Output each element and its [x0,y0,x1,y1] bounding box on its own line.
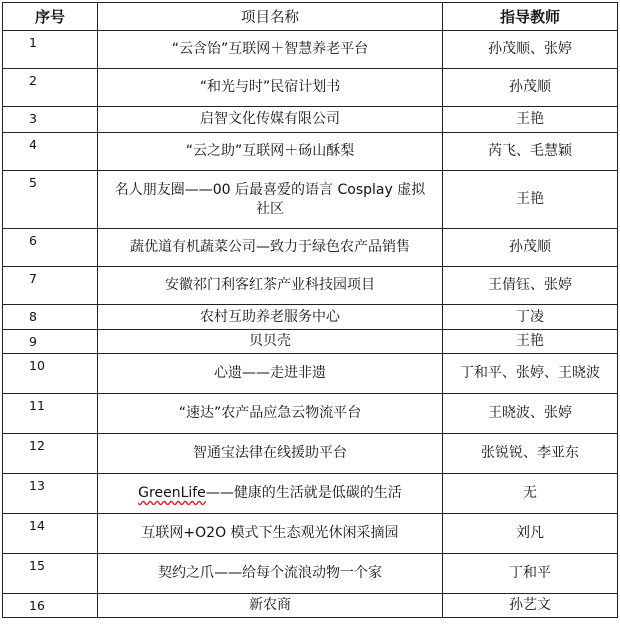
table-row [3,330,618,354]
spellcheck-underlined-word: GreenLife [138,485,206,501]
table-row [3,31,618,69]
row-teacher: 丁和平、张婷、王晓波 [443,354,618,394]
table-header-row [3,3,618,31]
table-row [3,107,618,133]
row-no: 14 [3,514,98,554]
row-no: 2 [3,69,98,107]
row-project-name: 契约之爪——给每个流浪动物一个家 [98,554,443,594]
table-row [3,474,618,514]
row-no: 3 [3,107,98,133]
row-project-name: 新农商 [98,594,443,618]
table-row [3,267,618,305]
row-teacher: 芮飞、毛慧颖 [443,133,618,171]
row-teacher: 刘凡 [443,514,618,554]
row-teacher: 丁凌 [443,305,618,330]
row-teacher: 孙茂顺 [443,229,618,267]
row-teacher: 张锐锐、李亚东 [443,434,618,474]
row-no: 16 [3,594,98,618]
table-row [3,594,618,618]
table-row [3,305,618,330]
row-teacher: 王艳 [443,330,618,354]
table-row [3,394,618,434]
row-teacher: 王艳 [443,107,618,133]
row-project-name: 农村互助养老服务中心 [98,305,443,330]
table-row [3,171,618,229]
table-row [3,133,618,171]
row-project-name-rest: ——健康的生活就是低碳的生活 [205,485,402,501]
row-project-name: 名人朋友圈——00 后最喜爱的语言 Cosplay 虚拟社区 [98,171,443,229]
header-no: 序号 [3,3,98,31]
row-project-name: 心遗——走进非遗 [98,354,443,394]
row-no: 5 [3,171,98,229]
row-teacher: 丁和平 [443,554,618,594]
row-teacher: 孙茂顺 [443,69,618,107]
row-teacher: 王倩钰、张婷 [443,267,618,305]
header-teacher: 指导教师 [443,3,618,31]
row-teacher: 王晓波、张婷 [443,394,618,434]
row-no: 9 [3,330,98,354]
table-row [3,229,618,267]
row-no: 10 [3,354,98,394]
row-teacher: 孙茂顺、张婷 [443,31,618,69]
row-no: 13 [3,474,98,514]
row-project-name: “速达”农产品应急云物流平台 [98,394,443,434]
row-no: 4 [3,133,98,171]
row-no: 15 [3,554,98,594]
row-project-name: 安徽祁门利客红茶产业科技园项目 [98,267,443,305]
row-teacher: 孙艺文 [443,594,618,618]
table-row [3,514,618,554]
row-project-name: “云之助”互联网＋砀山酥梨 [98,133,443,171]
header-name: 项目名称 [98,3,443,31]
row-project-name [98,474,443,514]
row-project-name: 智通宝法律在线援助平台 [98,434,443,474]
row-no: 8 [3,305,98,330]
table-row [3,434,618,474]
row-no: 1 [3,31,98,69]
row-project-name: 启智文化传媒有限公司 [98,107,443,133]
row-project-name: “和光与时”民宿计划书 [98,69,443,107]
row-no: 7 [3,267,98,305]
row-project-name: 互联网+O2O 模式下生态观光休闲采摘园 [98,514,443,554]
table-row [3,354,618,394]
row-no: 11 [3,394,98,434]
row-teacher: 王艳 [443,171,618,229]
table-row [3,554,618,594]
row-project-name: 贝贝壳 [98,330,443,354]
row-teacher: 无 [443,474,618,514]
row-project-name: 蔬优道有机蔬菜公司—致力于绿色农产品销售 [98,229,443,267]
row-project-name: “云含饴”互联网＋智慧养老平台 [98,31,443,69]
table-row [3,69,618,107]
row-no: 12 [3,434,98,474]
project-table [2,2,618,618]
row-no: 6 [3,229,98,267]
